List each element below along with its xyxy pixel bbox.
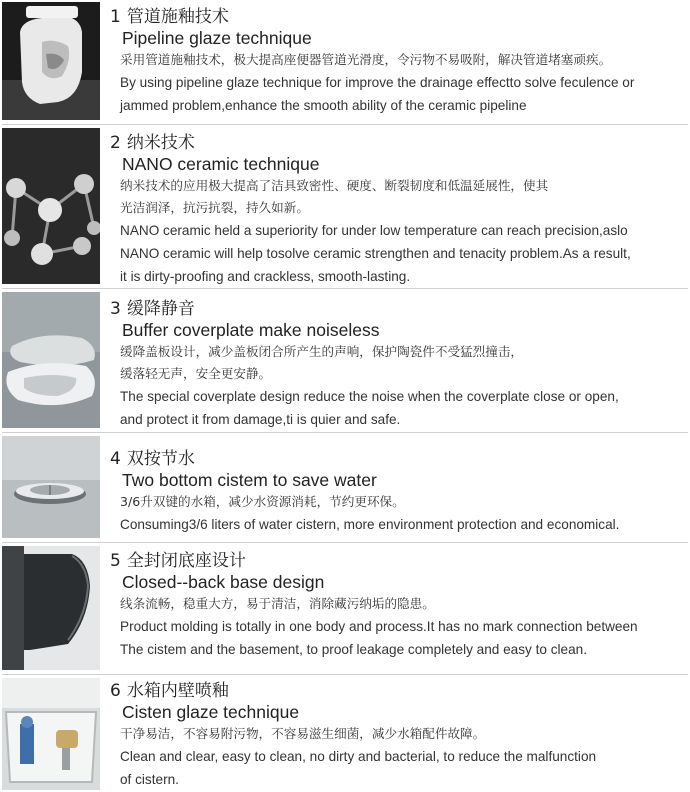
section-title-cn: 6 水箱内壁喷釉: [110, 681, 229, 701]
toilet-seat-icon: [2, 292, 100, 428]
divider: [2, 124, 688, 125]
section-body-en: of cistern.: [120, 772, 179, 787]
section-title-en: Closed--back base design: [122, 572, 325, 592]
divider: [2, 674, 688, 675]
section-title-en: Cisten glaze technique: [122, 702, 300, 722]
feature-section-5: [0, 544, 690, 672]
section-body-en: Clean and clear, easy to clean, no dirty and bacterial, to reduce the malfunction: [120, 749, 597, 764]
feature-section-4: [0, 434, 690, 540]
section-body-en: Consuming3/6 liters of water cistern, more environment protection and economical.: [120, 517, 620, 532]
section-title-cn: 3 缓降静音: [110, 299, 195, 319]
section-body-cn: 缓落轻无声，安全更安静。: [120, 366, 272, 381]
section-body-cn: 缓降盖板设计，减少盖板闭合所产生的声响，保护陶瓷件不受猛烈撞击，: [120, 344, 523, 359]
section-title-cn: 5 全封闭底座设计: [110, 551, 246, 571]
section-body-cn: 线条流畅，稳重大方，易于清洁，消除藏污纳垢的隐患。: [120, 596, 435, 611]
divider: [2, 432, 688, 433]
section-body-en: and protect it from damage,ti is quier and safe.: [120, 412, 401, 427]
section-body-en: The special coverplate design reduce the noise when the coverplate close or open,: [120, 389, 619, 404]
section-body-en: The cistem and the basement, to proof leakage completely and easy to clean.: [120, 642, 587, 657]
section-title-cn: 2 纳米技术: [110, 133, 195, 153]
section-body-cn: 3/6升双键的水箱，减少水资源消耗，节约更环保。: [120, 494, 405, 509]
section-body-en: NANO ceramic held a superiority for under low temperature can reach precision,aslo: [120, 223, 628, 238]
cistern-interior-icon: [2, 678, 100, 790]
section-body-cn: 采用管道施釉技术，极大提高座便器管道光滑度，令污物不易吸附，解决管道堵塞顽疾。: [120, 52, 612, 67]
section-body-en: Product molding is totally in one body and process.It has no mark connection between: [120, 619, 638, 634]
dual-flush-button-icon: [2, 436, 100, 538]
molecule-icon: [2, 128, 100, 284]
section-body-cn: 纳米技术的应用极大提高了洁具致密性、硬度、断裂韧度和低温延展性，使其: [120, 178, 549, 193]
section-body-en: jammed problem,enhance the smooth ability of the ceramic pipeline: [120, 98, 527, 113]
section-body-en: it is dirty-proofing and crackless, smooth-lasting.: [120, 269, 411, 284]
section-title-en: Two bottom cistem to save water: [122, 470, 377, 490]
section-body-cn: 干净易洁，不容易附污物，不容易滋生细菌，减少水箱配件故障。: [120, 726, 486, 741]
section-body-cn: 光洁润泽，抗污抗裂，持久如新。: [120, 200, 309, 215]
feature-section-2: [0, 126, 690, 286]
feature-section-1: [0, 0, 690, 122]
section-title-cn: 4 双按节水: [110, 449, 195, 469]
toilet-base-icon: [2, 546, 100, 670]
section-body-en: NANO ceramic will help tosolve ceramic strengthen and tenacity problem.As a result,: [120, 246, 631, 261]
divider: [2, 288, 688, 289]
section-title-en: Buffer coverplate make noiseless: [122, 320, 380, 340]
section-title-en: Pipeline glaze technique: [122, 28, 312, 48]
section-body-en: By using pipeline glaze technique for improve the drainage effectto solve feculence or: [120, 75, 635, 90]
feature-section-3: [0, 290, 690, 430]
section-title-cn: 1 管道施釉技术: [110, 7, 229, 27]
feature-section-6: [0, 676, 690, 792]
divider: [2, 542, 688, 543]
section-title-en: NANO ceramic technique: [122, 154, 320, 174]
toilet-cutaway-icon: [2, 2, 100, 120]
